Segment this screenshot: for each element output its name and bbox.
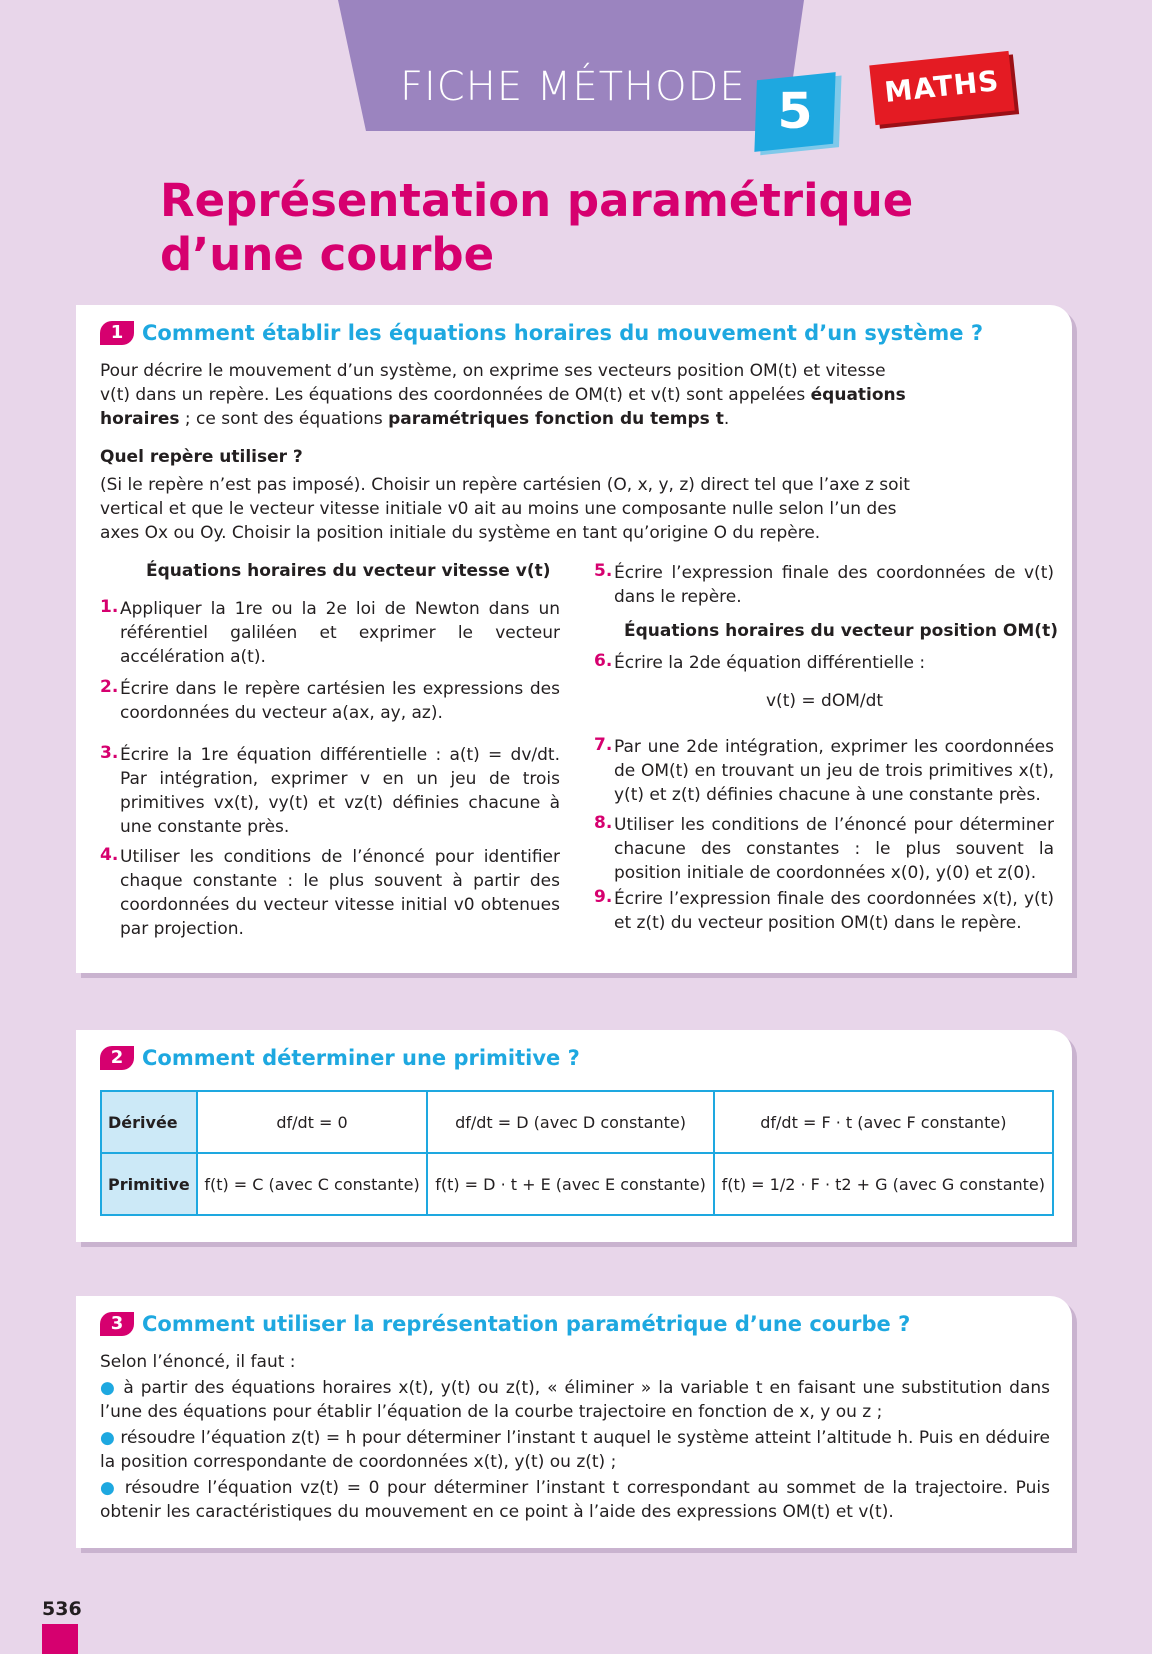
step-9-number: 9. <box>594 887 613 907</box>
section-1-number: 1 <box>100 321 134 345</box>
banner-title: FICHE MÉTHODE <box>400 64 746 110</box>
page-number: 536 <box>42 1598 82 1620</box>
primitive-table <box>100 1090 1054 1216</box>
table-cell: f(t) = C (avec C constante) <box>197 1153 428 1215</box>
step-7-text: Par une 2de intégration, exprimer les coordonnées de OM(t) en trouvant un jeu de trois primitives x(t), y(t) et z(t) définies chacune à une constante près. <box>614 737 1054 805</box>
intro-line-3a: horaires <box>100 409 180 429</box>
step-3-number: 3. <box>100 743 119 763</box>
table-cell: f(t) = D · t + E (avec E constante) <box>427 1153 713 1215</box>
step-1-text: Appliquer la 1re ou la 2e loi de Newton dans un référentiel galiléen et exprimer le vecteur accélération a(t). <box>120 599 560 667</box>
step-1-number: 1. <box>100 597 119 617</box>
method-number: 5 <box>777 82 813 140</box>
bullet-2-text: résoudre l’équation z(t) = h pour déterminer l’instant t auquel le système atteint l’altitude h. Puis en déduire la position correspondante de coordonnées x(t), y(t) ou z(t) ; <box>100 1428 1050 1472</box>
list-item <box>100 1476 1050 1524</box>
table-row <box>101 1091 1053 1153</box>
section-2-title: Comment déterminer une primitive ? <box>142 1046 580 1070</box>
bullet-icon: ● <box>100 1478 118 1498</box>
step-3-text: Écrire la 1re équation différentielle : a(t) = dv/dt. Par intégration, exprimer v en un jeu de trois primitives vx(t), vy(t) et vz(t) définies chacune à une constante près. <box>120 745 560 837</box>
table-row <box>101 1153 1053 1215</box>
title-line-2: d’une courbe <box>160 228 495 281</box>
step-9-text: Écrire l’expression finale des coordonnées x(t), y(t) et z(t) du vecteur position OM(t) dans le repère. <box>614 889 1054 933</box>
right-column-title: Équations horaires du vecteur position OM(t) <box>624 621 1058 641</box>
step-2-number: 2. <box>100 677 119 697</box>
section-2-number: 2 <box>100 1046 134 1070</box>
row-header-primitive: Primitive <box>101 1153 197 1215</box>
bullet-icon: ● <box>100 1428 115 1448</box>
section-3-header <box>100 1312 910 1336</box>
row-header-derivee: Dérivée <box>101 1091 197 1153</box>
intro-line-3c: paramétriques fonction du temps t <box>388 409 724 429</box>
table-cell: df/dt = 0 <box>197 1091 428 1153</box>
section-1-header <box>100 321 983 345</box>
title-line-1: Représentation paramétrique <box>160 174 914 227</box>
intro-line-2b: équations <box>810 385 906 405</box>
answer-line-2: vertical et que le vecteur vitesse initiale v0 ait au moins une composante nulle selon l’un des <box>100 499 897 519</box>
table-cell: df/dt = F · t (avec F constante) <box>714 1091 1053 1153</box>
intro-line-3b: ; ce sont des équations <box>179 409 389 429</box>
step-7-number: 7. <box>594 735 613 755</box>
section-3-number: 3 <box>100 1312 134 1336</box>
method-number-badge <box>754 72 835 152</box>
section-1-intro <box>100 359 950 431</box>
step-5-text: Écrire l’expression finale des coordonnées de v(t) dans le repère. <box>614 563 1054 607</box>
bullet-icon: ● <box>100 1378 117 1398</box>
answer-line-3: axes Ox ou Oy. Choisir la position initiale du système en tant qu’origine O du repère. <box>100 523 821 543</box>
bullet-1-text: à partir des équations horaires x(t), y(t) ou z(t), « éliminer » la variable t en faisant une substitution dans l’une des équations pour établir l’équation de la courbe trajectoire en fonction de x, y ou z ; <box>100 1378 1050 1422</box>
step-8-number: 8. <box>594 813 613 833</box>
section-2-header <box>100 1046 580 1070</box>
maths-label: MATHS <box>882 64 1001 109</box>
maths-badge <box>869 51 1015 125</box>
intro-line-3d: . <box>723 409 730 429</box>
list-item <box>100 1376 1050 1424</box>
page-title <box>160 174 913 282</box>
step-2-text: Écrire dans le repère cartésien les expressions des coordonnées du vecteur a(ax, ay, az). <box>120 679 560 723</box>
answer-line-1: (Si le repère n’est pas imposé). Choisir un repère cartésien (O, x, y, z) direct tel que l’axe z soit <box>100 475 910 495</box>
page-tab-marker <box>42 1624 78 1654</box>
section-1-title: Comment établir les équations horaires du mouvement d’un système ? <box>142 321 983 345</box>
section-3-card <box>76 1296 1072 1548</box>
step-6-number: 6. <box>594 651 613 671</box>
question-answer <box>100 473 950 545</box>
intro-line-2a: v(t) dans un repère. Les équations des coordonnées de OM(t) et v(t) sont appelées <box>100 385 811 405</box>
table-cell: df/dt = D (avec D constante) <box>427 1091 713 1153</box>
question-heading: Quel repère utiliser ? <box>100 447 303 467</box>
section-1-card <box>76 305 1072 973</box>
step-4-number: 4. <box>100 845 119 865</box>
section-3-intro: Selon l’énoncé, il faut : <box>100 1352 296 1372</box>
step-8-text: Utiliser les conditions de l’énoncé pour déterminer chacune des constantes : le plus souvent la position initiale de coordonnées x(0), y(0) et z(0). <box>614 815 1054 883</box>
left-column-title: Équations horaires du vecteur vitesse v(t) <box>146 561 551 581</box>
step-5-number: 5. <box>594 561 613 581</box>
bullet-3-text: résoudre l’équation vz(t) = 0 pour déterminer l’instant t correspondant au sommet de la trajectoire. Puis obtenir les caractéristiques du mouvement en ce point à l’aide des expressions OM(t) et v(t). <box>100 1478 1050 1522</box>
table-cell: f(t) = 1/2 · F · t2 + G (avec G constante) <box>714 1153 1053 1215</box>
step-4-text: Utiliser les conditions de l’énoncé pour identifier chaque constante : le plus souvent à partir des coordonnées du vecteur vitesse initial v0 obtenues par projection. <box>120 847 560 939</box>
section-3-title: Comment utiliser la représentation paramétrique d’une courbe ? <box>142 1312 911 1336</box>
velocity-formula: v(t) = dOM/dt <box>766 691 884 711</box>
list-item <box>100 1426 1050 1474</box>
intro-line-1: Pour décrire le mouvement d’un système, on exprime ses vecteurs position OM(t) et vitesse <box>100 361 886 381</box>
step-6-text: Écrire la 2de équation différentielle : <box>614 653 926 673</box>
